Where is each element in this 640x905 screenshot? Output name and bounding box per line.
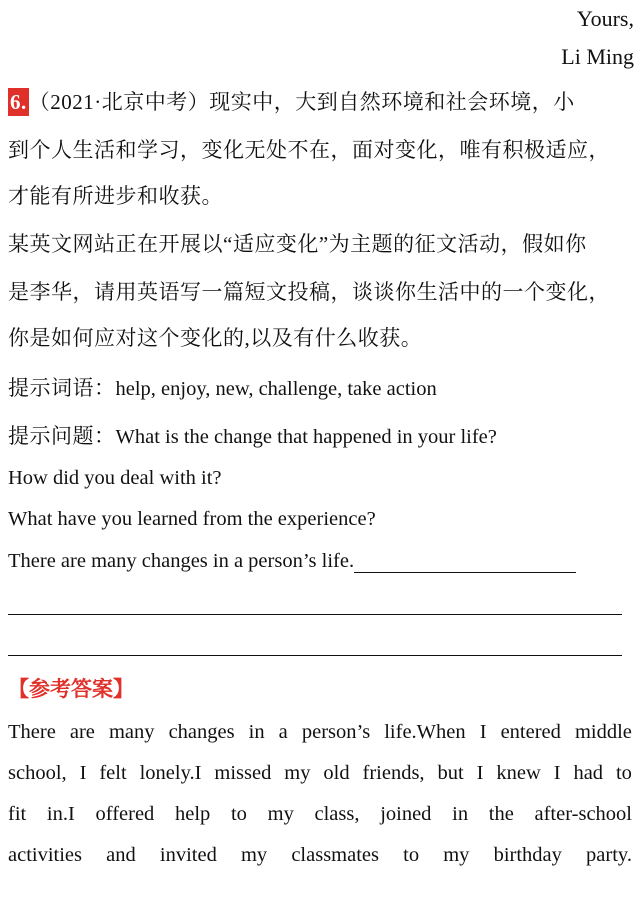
hint-words: help, enjoy, new, challenge, take action xyxy=(115,378,437,400)
answer-word: in xyxy=(248,721,265,743)
answer-word: my xyxy=(443,844,470,866)
question-line-5: 是李华，请用英语写一篇短文投稿，谈谈你生活中的一个变化， xyxy=(8,280,610,304)
answer-word: class, xyxy=(314,803,360,825)
answer-word: and xyxy=(106,844,136,866)
answer-word: lonely.I xyxy=(139,762,202,784)
answer-word: my xyxy=(240,844,268,866)
answer-word: my xyxy=(284,762,311,784)
question-line-1 xyxy=(8,86,575,116)
letter-closing: Yours, xyxy=(576,6,634,31)
answer-word: are xyxy=(69,721,95,743)
letter-signature: Li Ming xyxy=(561,44,634,69)
answer-word: There xyxy=(8,721,56,743)
answer-word: in.I xyxy=(46,803,75,825)
question-line-6: 你是如何应对这个变化的,以及有什么收获。 xyxy=(8,326,423,350)
hint-words-label: 提示词语： xyxy=(8,376,116,400)
answer-word: in xyxy=(452,803,469,825)
answer-word: knew xyxy=(496,762,541,784)
answer-line xyxy=(8,794,632,835)
answer-heading: 【参考答案】 xyxy=(8,677,134,701)
answer-word: I xyxy=(79,762,87,784)
question-number-badge: 6. xyxy=(10,90,27,114)
answer-word: had xyxy=(573,762,604,784)
answer-word: joined xyxy=(380,803,432,825)
answer-word: I xyxy=(476,762,484,784)
answer-word: I xyxy=(479,721,487,743)
question-line-3: 才能有所进步和收获。 xyxy=(8,184,223,208)
hint-questions-row xyxy=(8,420,497,450)
answer-word: school, xyxy=(8,762,67,784)
answer-word: missed xyxy=(214,762,272,784)
hint-question-2: How did you deal with it? xyxy=(8,467,222,489)
writing-blank-1[interactable] xyxy=(354,550,576,573)
answer-word: friends, xyxy=(362,762,425,784)
answer-word: but xyxy=(437,762,464,784)
answer-word: I xyxy=(553,762,561,784)
answer-line xyxy=(8,712,632,753)
writing-starter-row xyxy=(8,550,576,573)
answer-paragraph xyxy=(8,712,632,876)
question-intro-text: （2021·北京中考）现实中，大到自然环境和社会环境，小 xyxy=(28,90,575,114)
answer-word: activities xyxy=(8,844,83,866)
answer-word: to xyxy=(615,762,632,784)
question-line-2: 到个人生活和学习，变化无处不在，面对变化，唯有积极适应， xyxy=(8,138,610,162)
answer-word: fit xyxy=(8,803,27,825)
hint-question-1: What is the change that happened in your life? xyxy=(115,426,497,448)
answer-word: old xyxy=(323,762,350,784)
question-line-4: 某英文网站正在开展以“适应变化”为主题的征文活动，假如你 xyxy=(8,232,587,256)
answer-line xyxy=(8,835,632,876)
hint-words-row xyxy=(8,372,437,402)
answer-word: to xyxy=(230,803,247,825)
answer-word: to xyxy=(403,844,420,866)
answer-word: entered xyxy=(500,721,561,743)
answer-word: after-school xyxy=(534,803,632,825)
answer-word: many xyxy=(108,721,155,743)
hint-question-3: What have you learned from the experience? xyxy=(8,508,376,530)
writing-blank-3[interactable] xyxy=(8,655,622,656)
answer-word: the xyxy=(488,803,514,825)
answer-word: felt xyxy=(99,762,127,784)
answer-word: party. xyxy=(586,844,632,866)
answer-word: birthday xyxy=(493,844,562,866)
hint-questions-label: 提示问题： xyxy=(8,424,116,448)
answer-word: my xyxy=(267,803,294,825)
answer-line xyxy=(8,753,632,794)
answer-word: invited xyxy=(159,844,217,866)
answer-word: life.When xyxy=(384,721,466,743)
answer-word: classmates xyxy=(291,844,379,866)
writing-starter: There are many changes in a person’s life. xyxy=(8,550,355,572)
answer-word: person’s xyxy=(301,721,371,743)
answer-word: help xyxy=(175,803,211,825)
answer-word: changes xyxy=(168,721,235,743)
answer-word: offered xyxy=(95,803,155,825)
answer-word: middle xyxy=(574,721,632,743)
writing-blank-2[interactable] xyxy=(8,614,622,615)
answer-word: a xyxy=(278,721,288,743)
